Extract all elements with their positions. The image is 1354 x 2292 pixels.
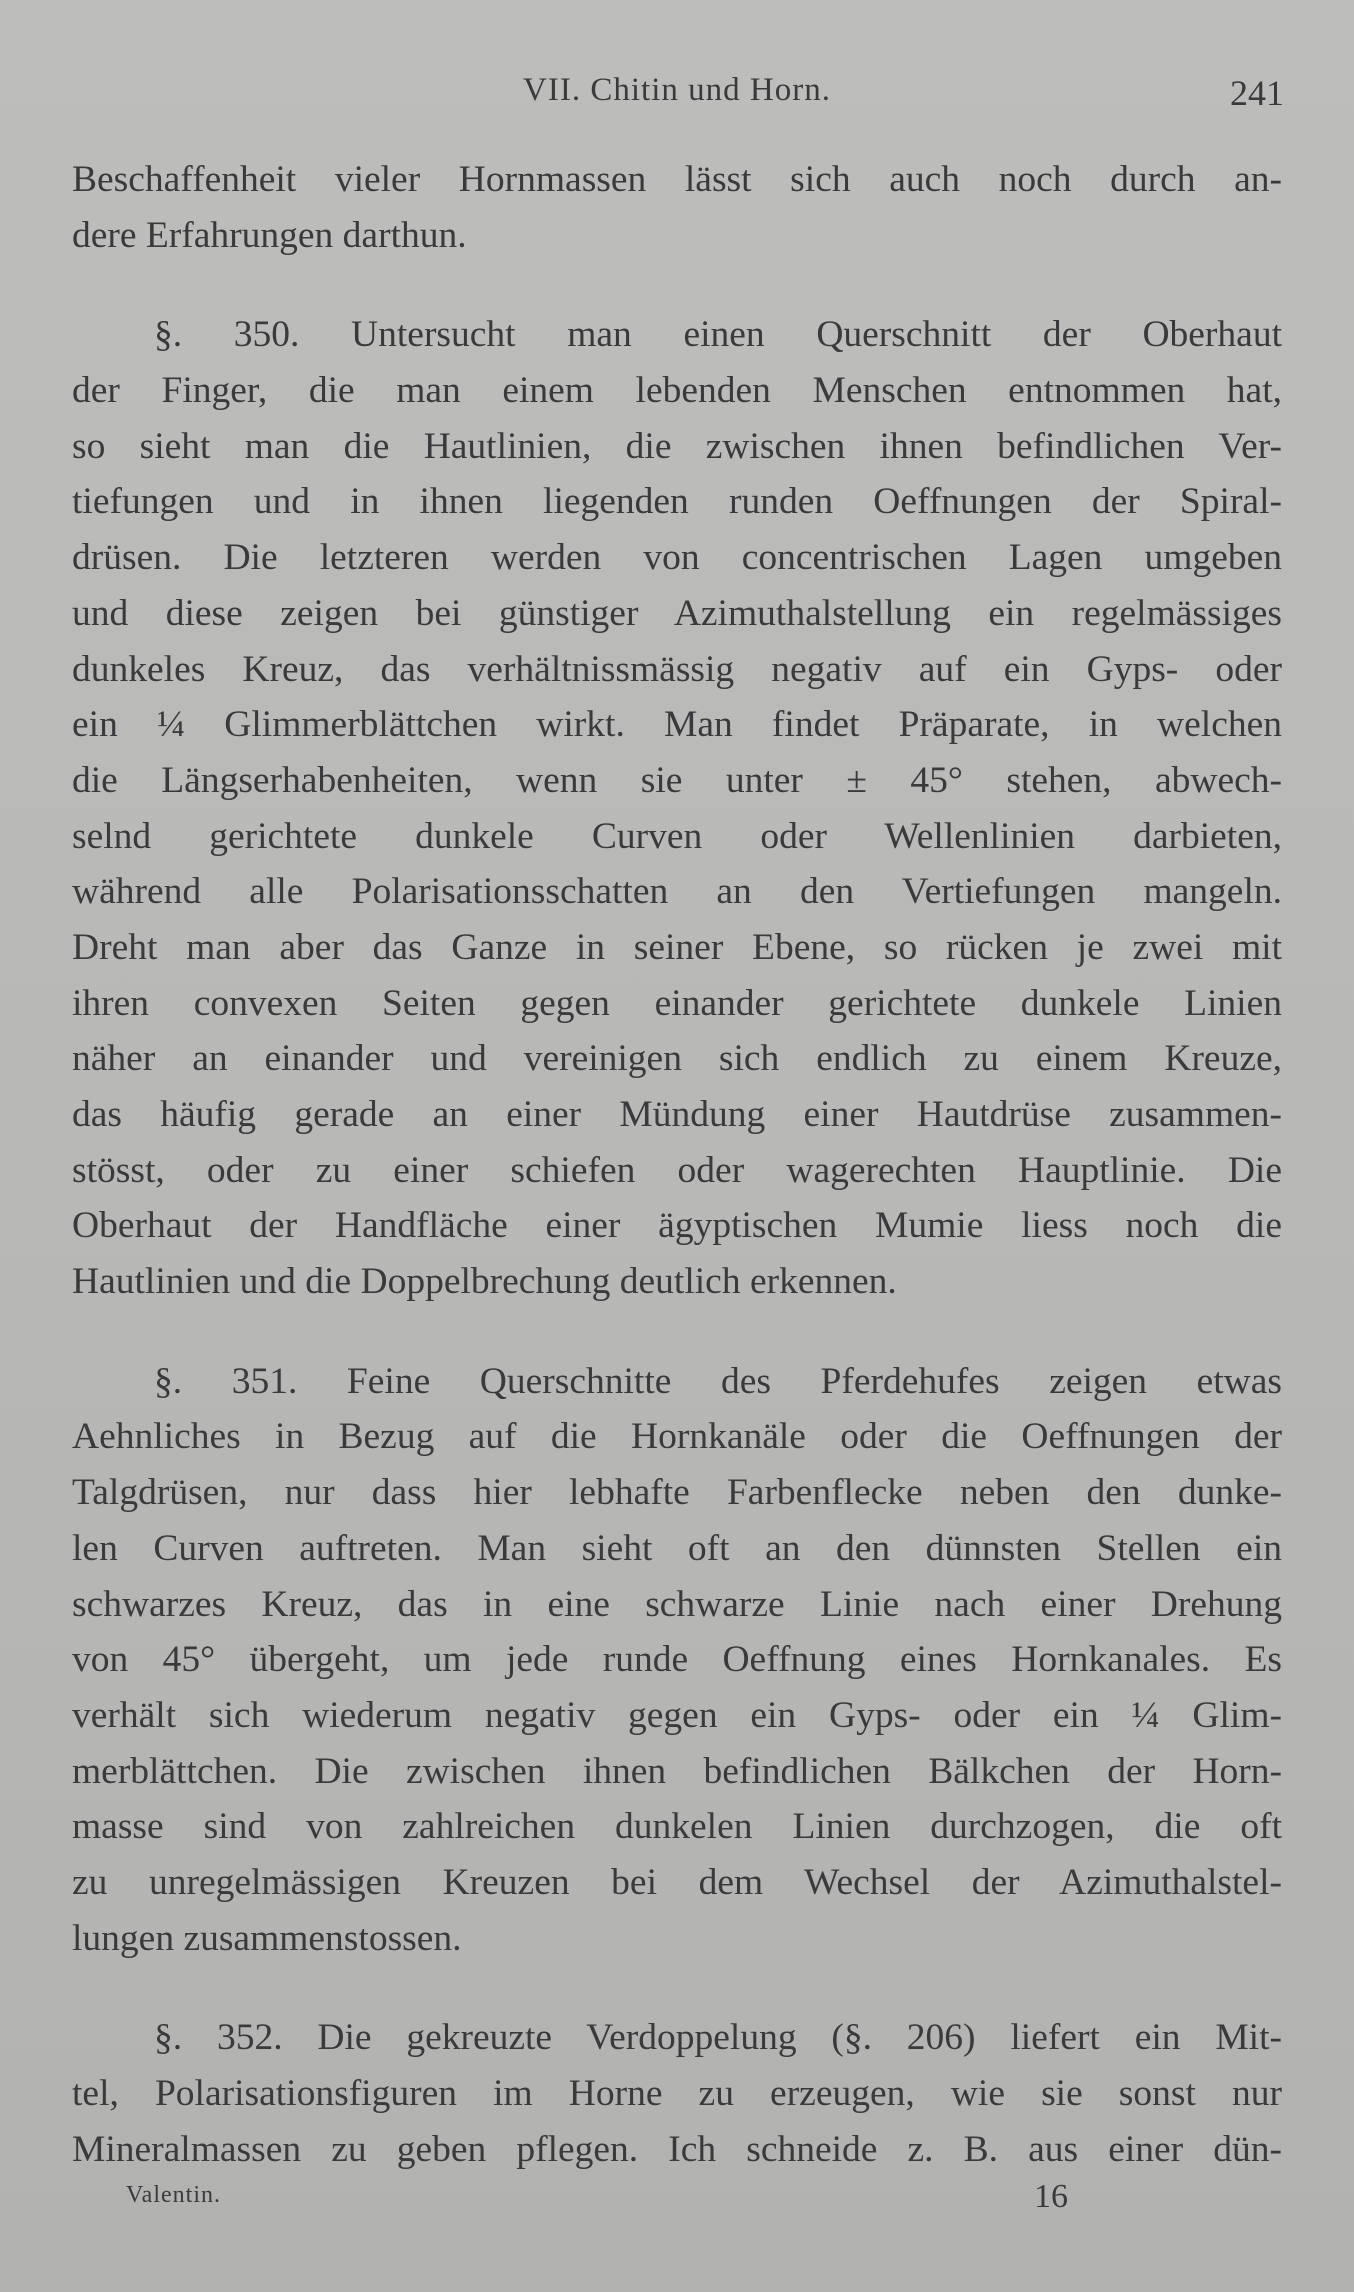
- text-line: näher an einander und vereinigen sich endlich zu einem Kreuze,: [72, 1038, 1282, 1080]
- text-line: §. 350. Untersucht man einen Querschnitt der Oberhaut: [154, 314, 1282, 356]
- text-line: ein ¼ Glimmerblättchen wirkt. Man findet Präparate, in welchen: [72, 704, 1282, 746]
- text-line: masse sind von zahlreichen dunkelen Linien durchzogen, die oft: [72, 1806, 1282, 1848]
- text-line: dere Erfahrungen darthun.: [72, 214, 467, 256]
- paragraph: [72, 1354, 1282, 1967]
- text-line: §. 352. Die gekreuzte Verdoppelung (§. 206) liefert ein Mit-: [154, 2017, 1282, 2059]
- text-line: das häufig gerade an einer Mündung einer Hautdrüse zusammen-: [72, 1094, 1282, 1135]
- text-line: merblättchen. Die zwischen ihnen befindlichen Bälkchen der Horn-: [72, 1750, 1282, 1792]
- text-line: die Längserhabenheiten, wenn sie unter ± 45° stehen, abwech-: [72, 759, 1282, 801]
- text-line: schwarzes Kreuz, das in eine schwarze Linie nach einer Drehung: [72, 1583, 1282, 1625]
- text-line: ihren convexen Seiten gegen einander gerichtete dunkele Linien: [72, 982, 1282, 1024]
- text-line: tiefungen und in ihnen liegenden runden Oeffnungen der Spiral-: [72, 481, 1282, 523]
- page-header: [70, 72, 1284, 116]
- text-line: verhält sich wiederum negativ gegen ein Gyps- oder ein ¼ Glim-: [72, 1694, 1282, 1736]
- text-line: von 45° übergeht, um jede runde Oeffnung eines Hornkanales. Es: [72, 1639, 1282, 1681]
- paragraph-gap: [72, 1966, 1282, 2010]
- text-line: lungen zusammenstossen.: [72, 1917, 462, 1959]
- paragraph: [72, 307, 1282, 1309]
- text-line: drüsen. Die letzteren werden von concentrischen Lagen umgeben: [72, 537, 1282, 579]
- text-line: Mineralmassen zu geben pflegen. Ich schneide z. B. aus einer dün-: [72, 2128, 1282, 2170]
- body-text: [72, 152, 1282, 2177]
- paragraph: [72, 2010, 1282, 2177]
- text-line: len Curven auftreten. Man sieht oft an den dünnsten Stellen ein: [72, 1527, 1282, 1569]
- text-line: der Finger, die man einem lebenden Menschen entnommen hat,: [72, 370, 1282, 412]
- sheet-number: 16: [1034, 2178, 1068, 2215]
- text-line: Dreht man aber das Ganze in seiner Ebene, so rücken je zwei mit: [72, 926, 1282, 968]
- text-line: und diese zeigen bei günstiger Azimuthalstellung ein regelmässiges: [72, 592, 1282, 634]
- text-line: Oberhaut der Handfläche einer ägyptischen Mumie liess noch die: [72, 1205, 1282, 1247]
- text-line: Beschaffenheit vieler Hornmassen lässt sich auch noch durch an-: [72, 159, 1282, 200]
- signature-mark: Valentin.: [126, 2182, 221, 2208]
- paragraph: [72, 152, 1282, 263]
- text-line: stösst, oder zu einer schiefen oder wagerechten Hauptlinie. Die: [72, 1149, 1282, 1191]
- text-line: zu unregelmässigen Kreuzen bei dem Wechsel der Azimuthalstel-: [72, 1861, 1282, 1903]
- page-footer: [126, 2178, 1076, 2226]
- text-line: so sieht man die Hautlinien, die zwischen ihnen befindlichen Ver-: [72, 425, 1282, 467]
- text-line: §. 351. Feine Querschnitte des Pferdehufes zeigen etwas: [154, 1360, 1282, 1402]
- text-line: Hautlinien und die Doppelbrechung deutlich erkennen.: [72, 1261, 897, 1303]
- text-line: selnd gerichtete dunkele Curven oder Wellenlinien darbieten,: [72, 815, 1282, 857]
- text-line: während alle Polarisationsschatten an den Vertiefungen mangeln.: [72, 871, 1282, 913]
- text-line: dunkeles Kreuz, das verhältnissmässig negativ auf ein Gyps- oder: [72, 648, 1282, 690]
- text-line: Talgdrüsen, nur dass hier lebhafte Farbenflecke neben den dunke-: [72, 1472, 1282, 1514]
- running-head: VII. Chitin und Horn.: [523, 72, 831, 108]
- text-line: Aehnliches in Bezug auf die Hornkanäle oder die Oeffnungen der: [72, 1416, 1282, 1458]
- page-number: 241: [1230, 73, 1284, 113]
- text-line: tel, Polarisationsfiguren im Horne zu erzeugen, wie sie sonst nur: [72, 2073, 1282, 2114]
- paragraph-gap: [72, 263, 1282, 307]
- paragraph-gap: [72, 1310, 1282, 1354]
